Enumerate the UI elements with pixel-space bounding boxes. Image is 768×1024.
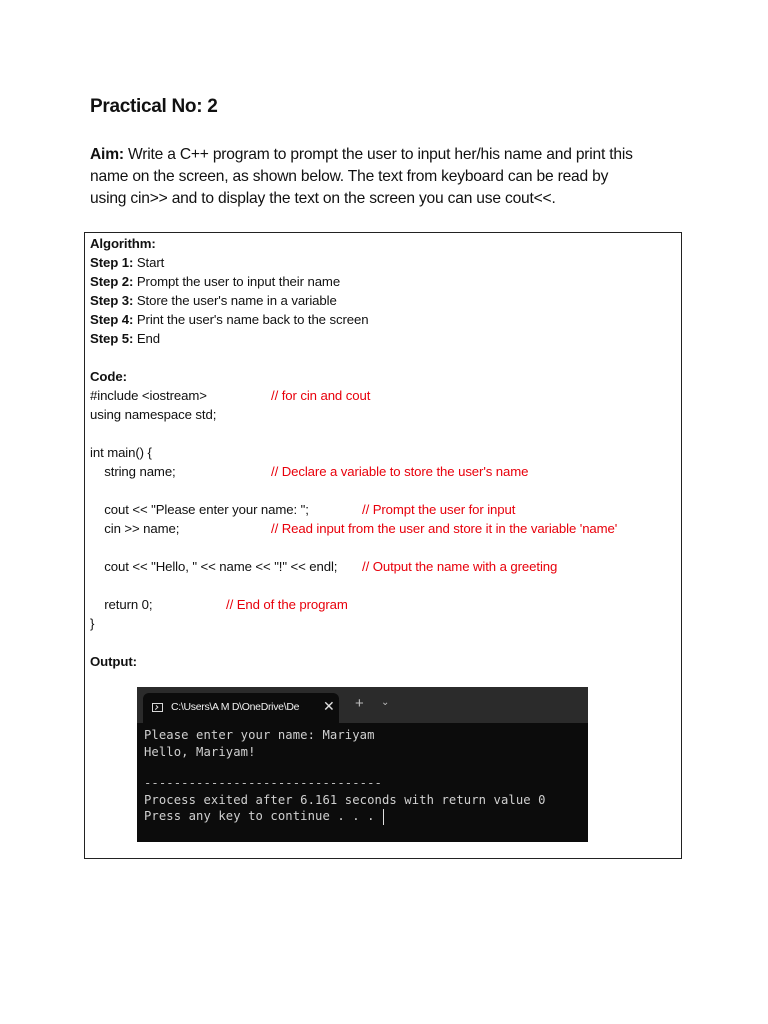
algorithm-step: Step 2: Prompt the user to input their name (90, 274, 341, 289)
algorithm-heading: Algorithm: (90, 236, 156, 251)
terminal-line: Please enter your name: Mariyam (144, 728, 375, 742)
output-heading: Output: (90, 654, 137, 669)
aim-paragraph (90, 144, 690, 210)
code-line: cout << "Please enter your name: "; (90, 502, 309, 517)
code-line: string name; (90, 464, 176, 479)
algorithm-step: Step 4: Print the user's name back to the screen (90, 312, 369, 327)
code-line: #include <iostream> (90, 388, 207, 403)
code-comment: // Read input from the user and store it in the variable 'name' (271, 521, 618, 536)
terminal-line: Hello, Mariyam! (144, 745, 256, 759)
close-icon[interactable]: ✕ (323, 698, 335, 714)
terminal-screenshot (137, 687, 588, 842)
code-comment: // Declare a variable to store the user's name (271, 464, 529, 479)
terminal-line: -------------------------------- (144, 776, 382, 790)
code-comment: // End of the program (226, 597, 348, 612)
text-cursor (383, 809, 384, 825)
algorithm-step: Step 1: Start (90, 255, 165, 270)
code-line: using namespace std; (90, 407, 217, 422)
terminal-tab-bar (137, 687, 588, 723)
terminal-line: Process exited after 6.161 seconds with return value 0 (144, 793, 546, 807)
code-comment: // for cin and cout (271, 388, 371, 403)
code-comment: // Prompt the user for input (362, 502, 516, 517)
code-comment: // Output the name with a greeting (362, 559, 558, 574)
aim-text-1: Write a C++ program to prompt the user to input her/his name and print this (123, 146, 633, 163)
terminal-icon (152, 703, 163, 712)
aim-label: Aim: (90, 146, 124, 163)
chevron-down-icon[interactable]: ⌄ (381, 697, 390, 708)
code-line: cin >> name; (90, 521, 180, 536)
code-line: cout << "Hello, " << name << "!" << endl; (90, 559, 338, 574)
terminal-tab[interactable] (143, 693, 339, 723)
algorithm-step: Step 5: End (90, 331, 161, 346)
code-heading: Code: (90, 369, 127, 384)
aim-text-3: using cin>> and to display the text on the screen you can use cout<<. (90, 190, 556, 207)
terminal-tab-title: C:\Users\A M D\OneDrive\De (171, 701, 300, 713)
algorithm-step: Step 3: Store the user's name in a variable (90, 293, 337, 308)
terminal-line: Press any key to continue . . . (144, 809, 375, 823)
code-line: return 0; (90, 597, 153, 612)
plus-icon[interactable]: + (355, 695, 364, 712)
code-line: } (90, 616, 95, 631)
aim-text-2: name on the screen, as shown below. The text from keyboard can be read by (90, 168, 609, 185)
code-line: int main() { (90, 445, 152, 460)
page-title: Practical No: 2 (90, 96, 218, 117)
